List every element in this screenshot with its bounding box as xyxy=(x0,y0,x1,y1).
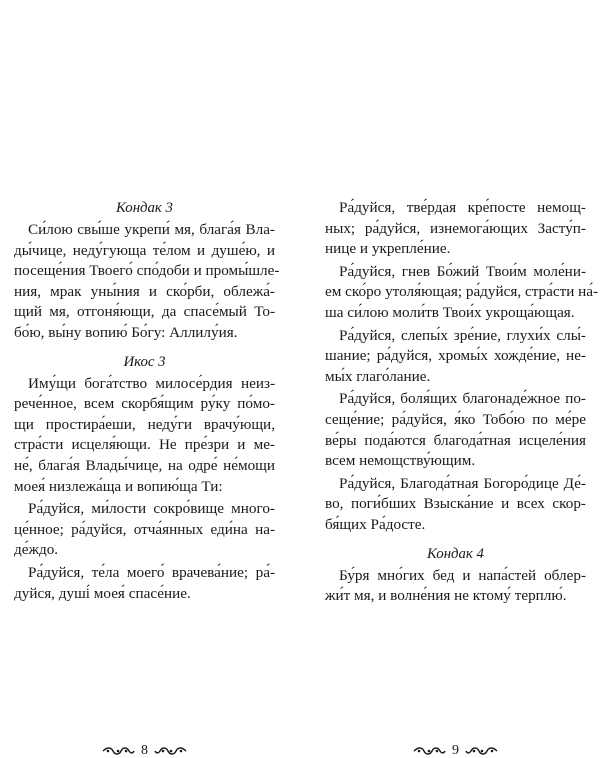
right-page-footer xyxy=(325,744,586,758)
text-line: всем немощству́ющим. xyxy=(325,452,476,470)
page-number: 9 xyxy=(452,743,459,758)
text-line: нице и укрепле́ние. xyxy=(325,240,451,258)
kondak4-heading: Кондак 4 xyxy=(427,545,484,562)
text-line: Ра́дуйся, те́ла моего́ врачева́ние; ра́- xyxy=(28,563,275,581)
text-line: жи́т мя, и волне́ния не ктому́ терплю́. xyxy=(325,587,567,605)
floral-ornament-icon xyxy=(412,746,446,756)
text-line: Ра́дуйся, Благода́тная Богоро́дице Де́- xyxy=(339,474,586,492)
ikos3-heading: Икос 3 xyxy=(123,353,166,370)
text-line: ве́ры пода́ются благода́тная исцеле́ния xyxy=(325,431,586,449)
rejoice-paragraph-3 xyxy=(325,198,586,260)
text-line: моея́ низлежа́ща и вопию́ща Ти: xyxy=(14,477,223,495)
text-line: бо́ю, вы́ну вопию́ Бо́гу: Аллилу́ия. xyxy=(14,323,238,341)
kondak4-text xyxy=(325,566,586,607)
floral-ornament-icon xyxy=(465,746,499,756)
text-line: ша си́лою моли́тв Твои́х укроща́ющая. xyxy=(325,303,575,321)
text-line: Ра́дуйся, слепы́х зре́ние, глухи́х слы́- xyxy=(339,326,586,344)
page-number: 8 xyxy=(141,743,148,758)
text-line: ды́чице, неду́гующа те́лом и душе́ю, и xyxy=(14,241,275,259)
text-line: Иму́щи бога́тство милосе́рдия неиз- xyxy=(28,374,275,392)
text-line: Бу́ря мно́гих бед и напа́стей облер- xyxy=(339,566,586,584)
text-line: Ра́дуйся, тве́рдая кре́посте немощ- xyxy=(339,199,586,216)
rejoice-paragraph-1 xyxy=(14,499,275,561)
left-page xyxy=(14,198,280,758)
text-line: бя́щих Ра́досте. xyxy=(325,515,426,533)
floral-ornament-icon xyxy=(101,746,135,756)
right-page xyxy=(325,198,599,758)
left-page-footer xyxy=(14,744,275,758)
text-line: дуйся, душі́ моея́ спасе́ние. xyxy=(14,584,191,602)
text-line: Ра́дуйся, боля́щих благонаде́жное по- xyxy=(339,390,586,408)
text-line: Ра́дуйся, ми́лости сокро́вище много- xyxy=(28,500,275,518)
text-line: ния, мрак уны́ния и ско́рби, облежа́- xyxy=(14,282,275,300)
text-line: посеще́ния Твоего́ спо́доби и промы́шле- xyxy=(14,262,280,280)
text-line: во, поги́бших Взыска́ние и всех скор- xyxy=(325,495,586,513)
text-line: де́ждо. xyxy=(14,541,59,559)
text-line: щий мя, отгоня́ющи, да спасе́мый То- xyxy=(14,303,275,321)
rejoice-paragraph-5 xyxy=(325,326,586,388)
text-line: Ра́дуйся, гнев Бо́жий Твои́м моле́ни- xyxy=(339,262,586,280)
floral-ornament-icon xyxy=(154,746,188,756)
rejoice-paragraph-6 xyxy=(325,389,586,471)
text-line: щи простира́еши, неду́ги врачу́ющи, xyxy=(14,415,275,433)
text-line: сеще́ние; ра́дуйся, я́ко Тобо́ю по ме́ре xyxy=(325,410,586,428)
kondak3-text xyxy=(14,220,280,344)
ikos3-text xyxy=(14,374,275,498)
text-line: це́нное; ра́дуйся, отча́янных еди́на на- xyxy=(14,520,275,538)
text-line: не́, блага́я Влады́чице, на одре́ не́мощи xyxy=(14,456,275,474)
rejoice-paragraph-4 xyxy=(325,262,599,324)
rejoice-paragraph-7 xyxy=(325,474,586,536)
text-line: ем ско́ро утоля́ющая; ра́дуйся, стра́сти на́- xyxy=(325,283,599,301)
rejoice-paragraph-2 xyxy=(14,563,275,604)
text-line: Си́лою свы́ше укрепи́ мя, блага́я Вла- xyxy=(28,221,275,238)
text-line: рече́нное, всем скорбя́щим ру́ку по́мо- xyxy=(14,395,275,413)
text-line: шание; ра́дуйся, хромы́х хожде́ние, не- xyxy=(325,347,586,365)
text-line: ных; ра́дуйся, изнемога́ющих Засту́п- xyxy=(325,219,586,237)
text-line: стра́сти исцеля́ющи. Не пре́зри и ме- xyxy=(14,436,275,454)
kondak3-heading: Кондак 3 xyxy=(116,200,173,216)
text-line: мы́х глаго́лание. xyxy=(325,367,431,385)
